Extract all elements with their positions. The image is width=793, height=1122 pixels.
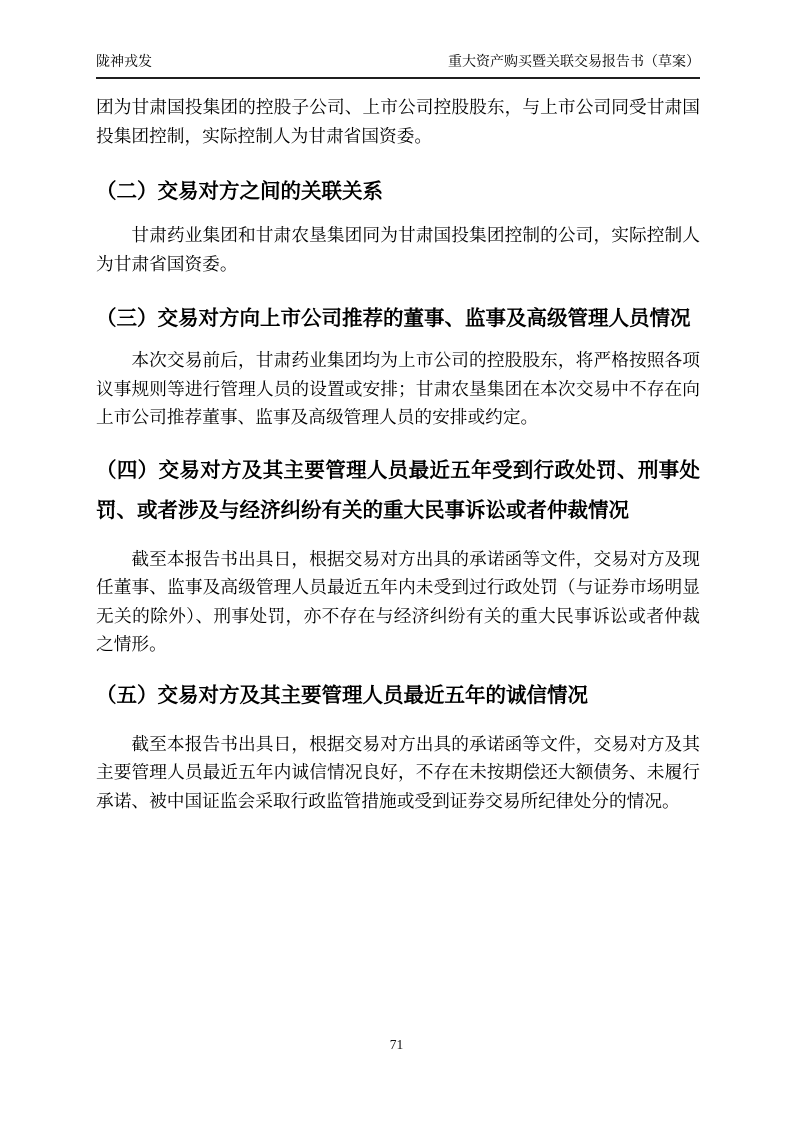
section-heading: （五）交易对方及其主要管理人员最近五年的诚信情况 <box>96 683 588 707</box>
section-3 <box>96 299 700 432</box>
header-right-title: 重大资产购买暨关联交易报告书（草案） <box>448 55 700 70</box>
section-4 <box>96 451 700 659</box>
document-body <box>96 0 700 815</box>
section-2 <box>96 172 700 278</box>
header-left-title: 陇神戎发 <box>96 55 152 70</box>
section-paragraph: 甘肃药业集团和甘肃农垦集团同为甘肃国投集团控制的公司，实际控制人为甘肃省国资委。 <box>96 225 700 274</box>
section-paragraph: 截至本报告书出具日，根据交易对方出具的承诺函等文件，交易对方及其主要管理人员最近五年内诚信情况良好，不存在未按期偿还大额债务、未履行承诺、被中国证监会采取行政监管措施或受到证券交易所纪律处分的情况。 <box>96 733 700 811</box>
section-heading: （四）交易对方及其主要管理人员最近五年受到行政处罚、刑事处罚、或者涉及与经济纠纷有关的重大民事诉讼或者仲裁情况 <box>96 458 700 522</box>
section-heading: （三）交易对方向上市公司推荐的董事、监事及高级管理人员情况 <box>96 307 691 330</box>
page-number: 71 <box>389 1037 404 1052</box>
section-5 <box>96 676 700 816</box>
section-paragraph: 本次交易前后，甘肃药业集团均为上市公司的控股股东，将严格按照各项议事规则等进行管理人员的设置或安排；甘肃农垦集团在本次交易中不存在向上市公司推荐董事、监事及高级管理人员的安排或约定。 <box>96 350 700 427</box>
section-paragraph: 截至本报告书出具日，根据交易对方出具的承诺函等文件，交易对方及现任董事、监事及高级管理人员最近五年内未受到过行政处罚（与证券市场明显无关的除外）、刑事处罚，亦不存在与经济纠纷有关的重大民事诉讼或者仲裁之情形。 <box>96 548 700 654</box>
page-footer <box>0 1036 793 1054</box>
intro-paragraph: 团为甘肃国投集团的控股子公司、上市公司控股股东，与上市公司同受甘肃国投集团控制，实际控制人为甘肃省国资委。 <box>96 97 700 146</box>
section-heading: （二）交易对方之间的关联关系 <box>96 180 383 203</box>
